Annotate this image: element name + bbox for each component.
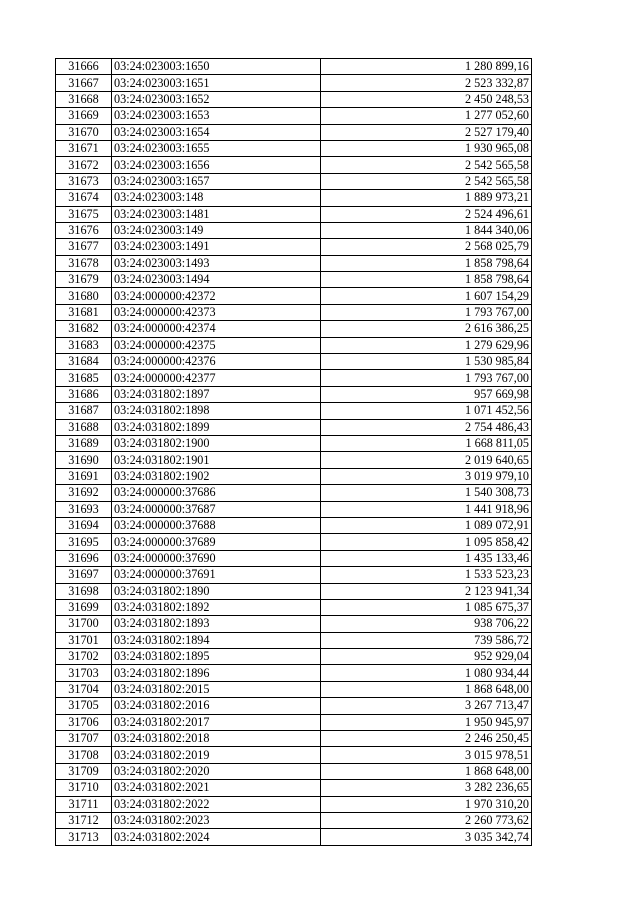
cadastral-number: 03:24:023003:149 <box>112 222 321 238</box>
cadastral-value: 1 858 798,64 <box>321 272 532 288</box>
cadastral-value: 2 542 565,58 <box>321 157 532 173</box>
cadastral-value: 1 868 648,00 <box>321 681 532 697</box>
cadastral-value-table <box>55 58 532 846</box>
cadastral-value: 2 568 025,79 <box>321 239 532 255</box>
table-row <box>56 140 532 156</box>
cadastral-value: 1 530 985,84 <box>321 354 532 370</box>
row-number: 31684 <box>56 354 112 370</box>
row-number: 31688 <box>56 419 112 435</box>
cadastral-value: 2 616 386,25 <box>321 321 532 337</box>
table-row <box>56 599 532 615</box>
cadastral-value: 3 015 978,51 <box>321 747 532 763</box>
row-number: 31710 <box>56 780 112 796</box>
cadastral-number: 03:24:000000:42372 <box>112 288 321 304</box>
row-number: 31694 <box>56 517 112 533</box>
row-number: 31703 <box>56 665 112 681</box>
cadastral-number: 03:24:031802:1893 <box>112 616 321 632</box>
row-number: 31677 <box>56 239 112 255</box>
cadastral-value: 2 123 941,34 <box>321 583 532 599</box>
cadastral-number: 03:24:000000:37689 <box>112 534 321 550</box>
row-number: 31693 <box>56 501 112 517</box>
table-row <box>56 157 532 173</box>
cadastral-number: 03:24:000000:37691 <box>112 567 321 583</box>
table-row <box>56 304 532 320</box>
row-number: 31704 <box>56 681 112 697</box>
cadastral-number: 03:24:023003:1491 <box>112 239 321 255</box>
cadastral-value: 1 277 052,60 <box>321 108 532 124</box>
row-number: 31712 <box>56 812 112 828</box>
cadastral-number: 03:24:023003:1481 <box>112 206 321 222</box>
cadastral-number: 03:24:031802:2022 <box>112 796 321 812</box>
cadastral-number: 03:24:000000:42373 <box>112 304 321 320</box>
cadastral-value: 1 950 945,97 <box>321 714 532 730</box>
row-number: 31711 <box>56 796 112 812</box>
row-number: 31697 <box>56 567 112 583</box>
row-number: 31674 <box>56 190 112 206</box>
row-number: 31702 <box>56 649 112 665</box>
cadastral-value: 1 089 072,91 <box>321 517 532 533</box>
row-number: 31706 <box>56 714 112 730</box>
cadastral-number: 03:24:000000:42374 <box>112 321 321 337</box>
cadastral-value: 3 035 342,74 <box>321 829 532 845</box>
cadastral-value: 1 930 965,08 <box>321 140 532 156</box>
cadastral-number: 03:24:031802:1894 <box>112 632 321 648</box>
cadastral-number: 03:24:031802:2021 <box>112 780 321 796</box>
row-number: 31678 <box>56 255 112 271</box>
row-number: 31671 <box>56 140 112 156</box>
cadastral-value: 1 279 629,96 <box>321 337 532 353</box>
cadastral-number: 03:24:023003:1650 <box>112 59 321 75</box>
cadastral-value: 2 527 179,40 <box>321 124 532 140</box>
row-number: 31701 <box>56 632 112 648</box>
table-row <box>56 173 532 189</box>
table-row <box>56 354 532 370</box>
table-row <box>56 75 532 91</box>
row-number: 31700 <box>56 616 112 632</box>
table-row <box>56 239 532 255</box>
table-row <box>56 567 532 583</box>
cadastral-value: 3 267 713,47 <box>321 698 532 714</box>
cadastral-number: 03:24:031802:2019 <box>112 747 321 763</box>
cadastral-value: 1 868 648,00 <box>321 763 532 779</box>
row-number: 31681 <box>56 304 112 320</box>
row-number: 31676 <box>56 222 112 238</box>
cadastral-number: 03:24:000000:42375 <box>112 337 321 353</box>
row-number: 31689 <box>56 435 112 451</box>
row-number: 31687 <box>56 403 112 419</box>
cadastral-number: 03:24:000000:37686 <box>112 485 321 501</box>
table-row <box>56 272 532 288</box>
table-row <box>56 337 532 353</box>
cadastral-number: 03:24:000000:37690 <box>112 550 321 566</box>
table-row <box>56 763 532 779</box>
cadastral-number: 03:24:000000:37688 <box>112 517 321 533</box>
row-number: 31707 <box>56 731 112 747</box>
cadastral-value: 938 706,22 <box>321 616 532 632</box>
row-number: 31698 <box>56 583 112 599</box>
cadastral-value: 1 435 133,46 <box>321 550 532 566</box>
row-number: 31713 <box>56 829 112 845</box>
cadastral-value: 3 282 236,65 <box>321 780 532 796</box>
table-row <box>56 386 532 402</box>
row-number: 31696 <box>56 550 112 566</box>
row-number: 31682 <box>56 321 112 337</box>
row-number: 31672 <box>56 157 112 173</box>
table-row <box>56 124 532 140</box>
cadastral-number: 03:24:031802:2015 <box>112 681 321 697</box>
cadastral-value: 1 095 858,42 <box>321 534 532 550</box>
cadastral-number: 03:24:031802:1890 <box>112 583 321 599</box>
cadastral-value: 1 793 767,00 <box>321 304 532 320</box>
cadastral-number: 03:24:031802:1897 <box>112 386 321 402</box>
cadastral-number: 03:24:031802:2017 <box>112 714 321 730</box>
row-number: 31705 <box>56 698 112 714</box>
cadastral-value: 1 280 899,16 <box>321 59 532 75</box>
row-number: 31683 <box>56 337 112 353</box>
cadastral-value: 2 524 496,61 <box>321 206 532 222</box>
cadastral-number: 03:24:031802:1902 <box>112 468 321 484</box>
table-row <box>56 321 532 337</box>
cadastral-value: 1 844 340,06 <box>321 222 532 238</box>
cadastral-number: 03:24:000000:42377 <box>112 370 321 386</box>
row-number: 31685 <box>56 370 112 386</box>
cadastral-value: 1 970 310,20 <box>321 796 532 812</box>
table-row <box>56 370 532 386</box>
cadastral-value: 1 441 918,96 <box>321 501 532 517</box>
cadastral-value: 957 669,98 <box>321 386 532 402</box>
cadastral-number: 03:24:023003:1493 <box>112 255 321 271</box>
cadastral-value: 1 793 767,00 <box>321 370 532 386</box>
cadastral-number: 03:24:023003:1652 <box>112 91 321 107</box>
table-row <box>56 731 532 747</box>
cadastral-number: 03:24:031802:1895 <box>112 649 321 665</box>
cadastral-number: 03:24:000000:37687 <box>112 501 321 517</box>
cadastral-value: 1 540 308,73 <box>321 485 532 501</box>
row-number: 31669 <box>56 108 112 124</box>
cadastral-value: 2 523 332,87 <box>321 75 532 91</box>
cadastral-value: 2 019 640,65 <box>321 452 532 468</box>
table-row <box>56 583 532 599</box>
cadastral-value: 3 019 979,10 <box>321 468 532 484</box>
table-row <box>56 665 532 681</box>
table-row <box>56 812 532 828</box>
cadastral-number: 03:24:031802:1896 <box>112 665 321 681</box>
cadastral-number: 03:24:023003:1657 <box>112 173 321 189</box>
row-number: 31680 <box>56 288 112 304</box>
row-number: 31667 <box>56 75 112 91</box>
table-row <box>56 517 532 533</box>
cadastral-number: 03:24:023003:1656 <box>112 157 321 173</box>
row-number: 31708 <box>56 747 112 763</box>
table-row <box>56 403 532 419</box>
cadastral-value: 1 858 798,64 <box>321 255 532 271</box>
row-number: 31666 <box>56 59 112 75</box>
table-row <box>56 714 532 730</box>
table-row <box>56 255 532 271</box>
cadastral-number: 03:24:023003:1653 <box>112 108 321 124</box>
cadastral-number: 03:24:031802:2018 <box>112 731 321 747</box>
cadastral-number: 03:24:031802:1892 <box>112 599 321 615</box>
row-number: 31675 <box>56 206 112 222</box>
table-row <box>56 616 532 632</box>
row-number: 31695 <box>56 534 112 550</box>
cadastral-value: 2 754 486,43 <box>321 419 532 435</box>
table-row <box>56 452 532 468</box>
cadastral-number: 03:24:031802:1898 <box>112 403 321 419</box>
cadastral-value: 1 085 675,37 <box>321 599 532 615</box>
table-row <box>56 190 532 206</box>
cadastral-number: 03:24:031802:2023 <box>112 812 321 828</box>
table-row <box>56 485 532 501</box>
cadastral-value: 952 929,04 <box>321 649 532 665</box>
table-row <box>56 59 532 75</box>
table-row <box>56 747 532 763</box>
cadastral-number: 03:24:000000:42376 <box>112 354 321 370</box>
row-number: 31699 <box>56 599 112 615</box>
row-number: 31686 <box>56 386 112 402</box>
row-number: 31690 <box>56 452 112 468</box>
table-row <box>56 91 532 107</box>
row-number: 31692 <box>56 485 112 501</box>
cadastral-value: 1 071 452,56 <box>321 403 532 419</box>
cadastral-value: 2 450 248,53 <box>321 91 532 107</box>
cadastral-number: 03:24:031802:1900 <box>112 435 321 451</box>
cadastral-number: 03:24:023003:1654 <box>112 124 321 140</box>
table-row <box>56 468 532 484</box>
table-row <box>56 649 532 665</box>
cadastral-number: 03:24:023003:1655 <box>112 140 321 156</box>
row-number: 31709 <box>56 763 112 779</box>
table-row <box>56 632 532 648</box>
table-row <box>56 108 532 124</box>
table-body <box>56 59 532 846</box>
cadastral-value: 2 260 773,62 <box>321 812 532 828</box>
table-row <box>56 288 532 304</box>
table-row <box>56 501 532 517</box>
cadastral-number: 03:24:031802:2016 <box>112 698 321 714</box>
row-number: 31668 <box>56 91 112 107</box>
cadastral-number: 03:24:023003:1651 <box>112 75 321 91</box>
cadastral-value: 1 080 934,44 <box>321 665 532 681</box>
cadastral-value: 1 607 154,29 <box>321 288 532 304</box>
table-row <box>56 206 532 222</box>
table-row <box>56 829 532 845</box>
table-row <box>56 222 532 238</box>
table-row <box>56 419 532 435</box>
cadastral-value: 2 246 250,45 <box>321 731 532 747</box>
cadastral-value: 1 533 523,23 <box>321 567 532 583</box>
cadastral-number: 03:24:031802:1901 <box>112 452 321 468</box>
cadastral-value: 1 668 811,05 <box>321 435 532 451</box>
cadastral-number: 03:24:031802:2024 <box>112 829 321 845</box>
row-number: 31673 <box>56 173 112 189</box>
row-number: 31670 <box>56 124 112 140</box>
table-row <box>56 435 532 451</box>
table-row <box>56 681 532 697</box>
table-row <box>56 796 532 812</box>
table-row <box>56 534 532 550</box>
cadastral-value: 739 586,72 <box>321 632 532 648</box>
cadastral-number: 03:24:031802:2020 <box>112 763 321 779</box>
table-row <box>56 698 532 714</box>
row-number: 31691 <box>56 468 112 484</box>
cadastral-value: 1 889 973,21 <box>321 190 532 206</box>
table-row <box>56 780 532 796</box>
table-row <box>56 550 532 566</box>
cadastral-number: 03:24:023003:1494 <box>112 272 321 288</box>
cadastral-value: 2 542 565,58 <box>321 173 532 189</box>
row-number: 31679 <box>56 272 112 288</box>
cadastral-number: 03:24:023003:148 <box>112 190 321 206</box>
cadastral-number: 03:24:031802:1899 <box>112 419 321 435</box>
